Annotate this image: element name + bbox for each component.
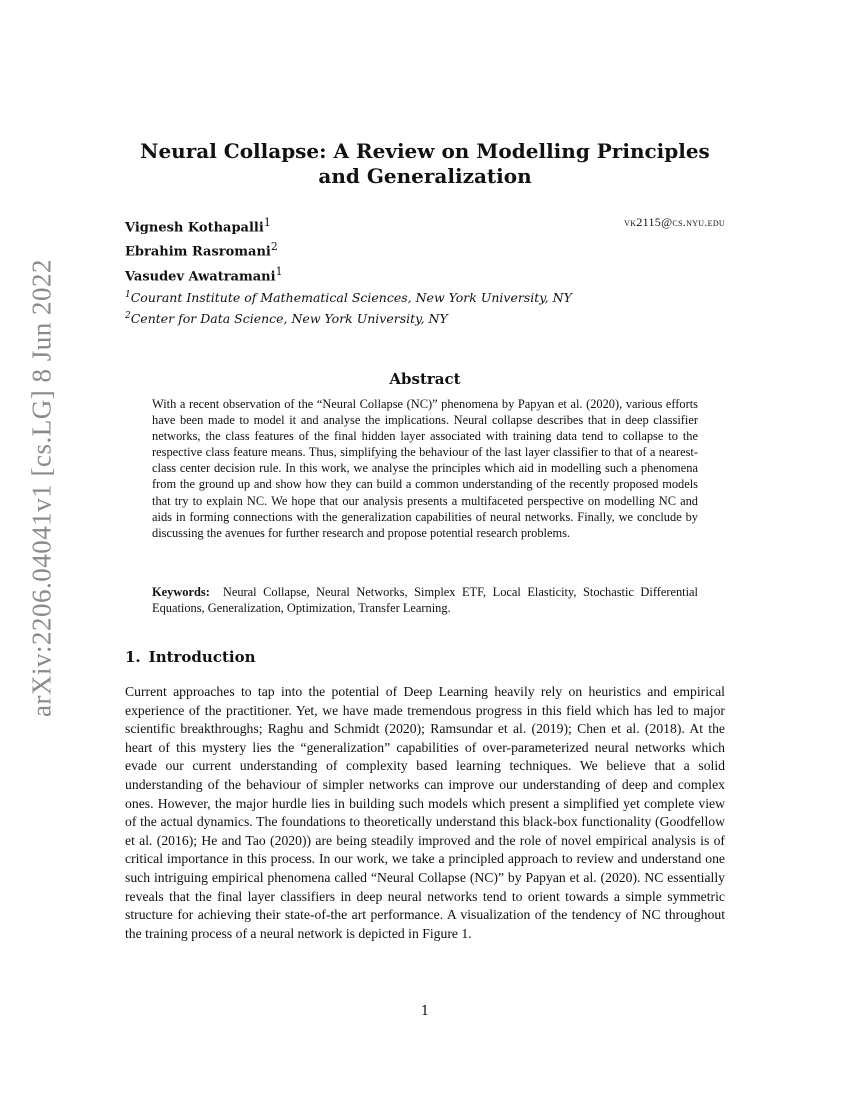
author-affil-marker: 1	[263, 216, 271, 229]
affiliation-text: Center for Data Science, New York University, NY	[130, 311, 448, 327]
paper-title: Neural Collapse: A Review on Modelling Principles and Generalization	[140, 139, 710, 188]
page-number: 1	[420, 1004, 430, 1019]
author-affil-marker: 1	[275, 264, 283, 278]
author-affil-marker: 2	[270, 240, 278, 254]
author-name: Vignesh Kothapalli	[125, 220, 264, 236]
affiliation-number: 2	[125, 311, 131, 322]
section-heading	[125, 648, 256, 666]
affiliation	[125, 307, 725, 328]
author-name: Ebrahim Rasromani	[125, 244, 271, 260]
section-title: Introduction	[148, 648, 256, 666]
author-line	[125, 262, 725, 286]
author-line	[125, 237, 725, 261]
intro-paragraph: Current approaches to tap into the potential of Deep Learning heavily rely on heuristics and empirical experience of the practitioner. Yet, we have made tremendous progress in this field which has led to major scientific breakthroughs; Raghu and Schmidt (2020); Ramsundar et al. (2019); Chen et al. (2018). At the heart of this mystery lies the “generalization” capabilities of over-parameterized neural networks which evade our current understanding of complexity based learning techniques. We believe that a solid understanding of the behaviour of simpler networks can improve our understanding of deep and complex ones. However, the major hurdle lies in building such models which present a simplified yet complete view of the actual dynamics. The foundations to theoretically understand this black-box functionality (Goodfellow et al. (2016); He and Tao (2020)) are being steadily improved and the role of novel empirical analysis is of critical importance in this process. In our work, we take a principled approach to review and understand one such intriguing empirical phenomena called “Neural Collapse (NC)” by Papyan et al. (2020). NC essentially reveals that the final layer classifiers in deep neural networks tend to orient towards a simple symmetric structure for achieving their state-of-the art performance. A visualization of the tendency of NC throughout the training process of a neural network is depicted in Figure 1.	[125, 684, 725, 941]
affiliation-number: 1	[125, 289, 131, 300]
section-number: 1.	[125, 648, 141, 666]
author-name: Vasudev Awatramani	[125, 268, 276, 284]
affiliation-text: Courant Institute of Mathematical Sciences, New York University, NY	[130, 290, 572, 306]
arxiv-stamp: arXiv:2206.04041v1 [cs.LG] 8 Jun 2022	[26, 259, 57, 717]
keywords-list: Neural Collapse, Neural Networks, Simplex ETF, Local Elasticity, Stochastic Differential Equations, Generalization, Optimization, Transfer Learning.	[152, 585, 699, 616]
abstract-body: With a recent observation of the “Neural Collapse (NC)” phenomena by Papyan et al. (2020), various efforts have been made to model it and analyse the implications. Neural collapse describes that in deep classifier networks, the class features of the final hidden layer associated with training data tend to collapse to the respective class feature means. Thus, simplifying the behaviour of the last layer classifier to that of a nearest-class center decision rule. In this work, we analyse the principles which aid in modelling such a phenomena from the ground up and show how they can build a common understanding of the recently proposed models that try to explain NC. We hope that our analysis presents a multifaceted perspective on modelling NC and aids in forming connections with the generalization capabilities of neural networks. Finally, we conclude by discussing the avenues for further research and propose potential research problems.	[152, 397, 698, 540]
author-email[interactable]: vk2115@cs.nyu.edu	[624, 215, 725, 229]
author-block	[125, 213, 725, 328]
keywords	[152, 584, 698, 616]
affiliation	[125, 286, 725, 307]
keywords-label: Keywords:	[152, 585, 210, 599]
abstract-heading: Abstract	[389, 370, 461, 388]
